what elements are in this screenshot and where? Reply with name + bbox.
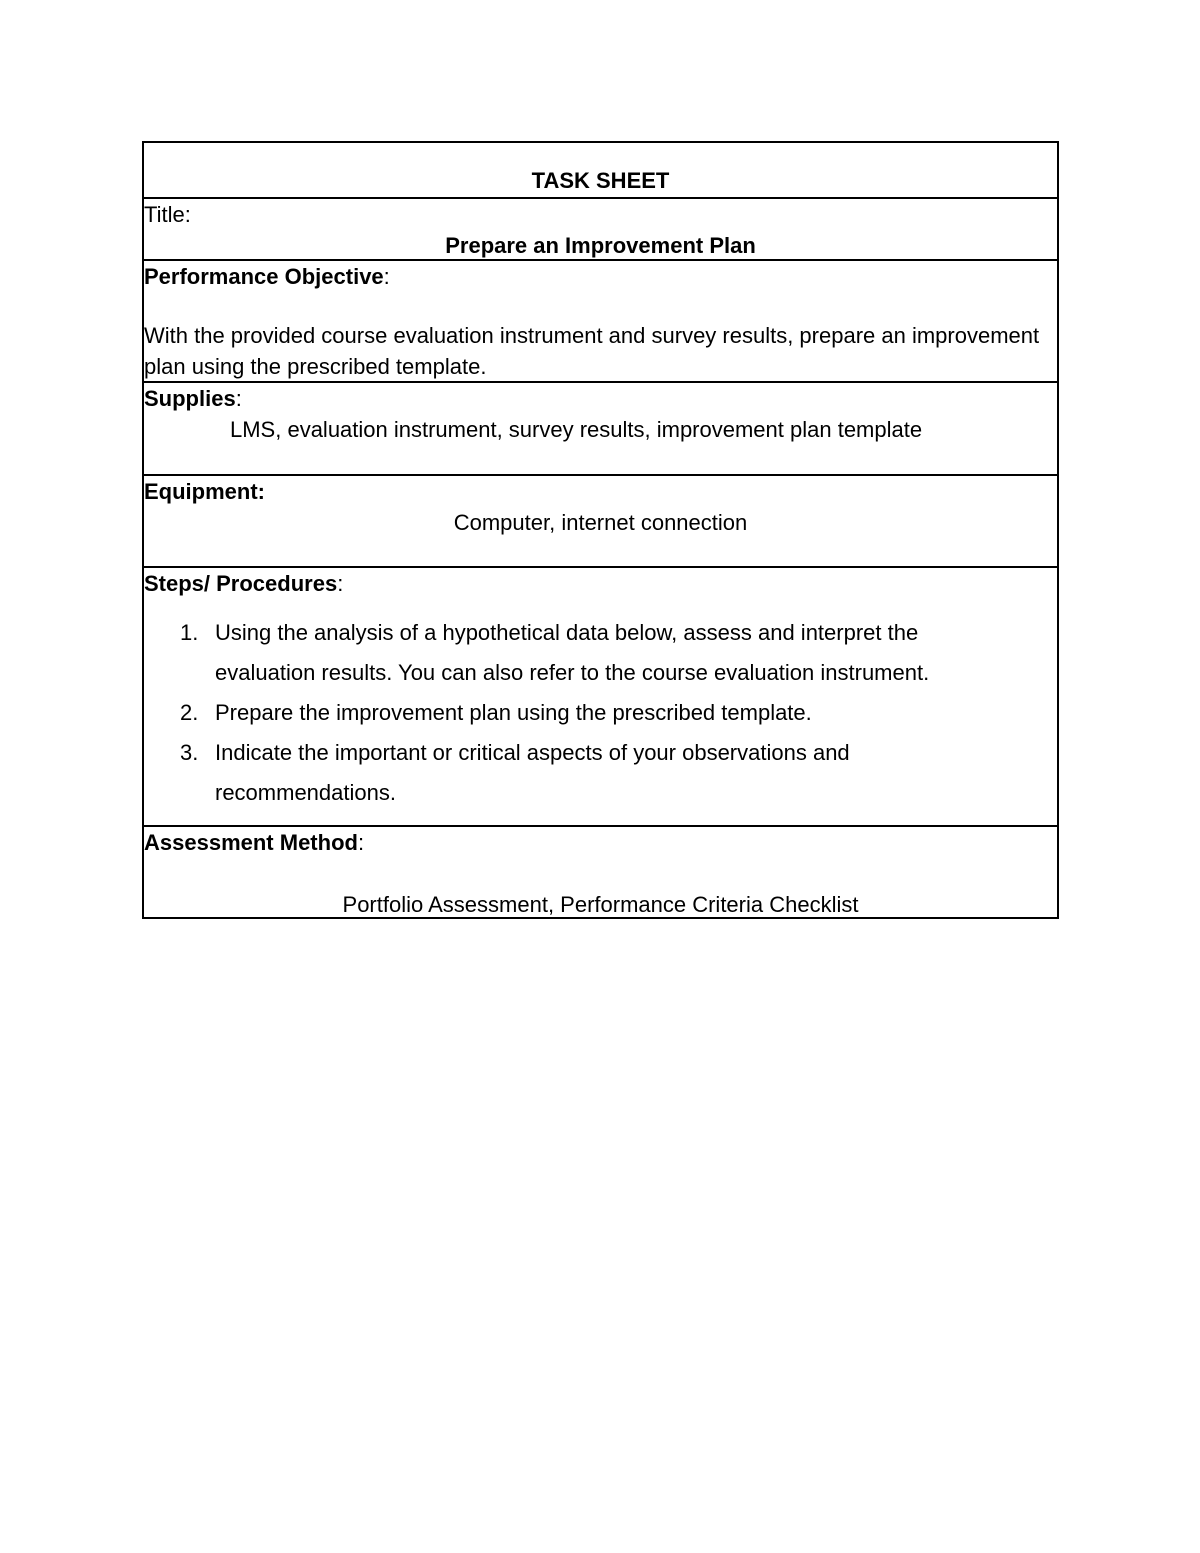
performance-objective-row	[144, 261, 1057, 383]
step-text: Using the analysis of a hypothetical data below, assess and interpret the evaluation results. You can also refer to the course evaluation instrument.	[215, 620, 930, 685]
assessment-label: Assessment Method	[144, 830, 358, 855]
list-item	[180, 613, 1057, 693]
supplies-label: Supplies	[144, 386, 236, 411]
list-item	[180, 733, 1057, 813]
step-text: Prepare the improvement plan using the prescribed template.	[215, 700, 812, 725]
title-row	[144, 199, 1057, 261]
task-sheet-table	[142, 141, 1059, 919]
title-colon: :	[184, 202, 191, 227]
list-item	[180, 693, 1057, 733]
assessment-method-row	[144, 827, 1057, 917]
steps-list	[144, 613, 1057, 813]
title-label-wrap	[144, 199, 1057, 230]
supplies-row	[144, 383, 1057, 476]
equipment-text: Computer, internet connection	[453, 510, 748, 535]
supplies-colon: :	[235, 386, 242, 411]
supplies-text: LMS, evaluation instrument, survey results, improvement plan template	[230, 417, 923, 442]
step-number: 1.	[180, 620, 199, 645]
equipment-row	[144, 476, 1057, 568]
assessment-colon: :	[357, 830, 365, 855]
title-label: Title	[144, 202, 185, 227]
task-sheet-heading-row	[144, 143, 1057, 199]
step-number: 3.	[180, 740, 199, 765]
assessment-label-wrap	[144, 827, 1057, 858]
steps-colon: :	[337, 571, 344, 596]
step-text: Indicate the important or critical aspects of your observations and recommendations.	[215, 740, 850, 805]
steps-procedures-row	[144, 568, 1057, 827]
steps-label-wrap	[144, 568, 1057, 599]
steps-label: Steps/ Procedures	[144, 571, 338, 596]
performance-objective-text: With the provided course evaluation instrument and survey results, prepare an improvement plan using the prescribed template.	[144, 323, 1040, 379]
supplies-label-wrap	[144, 383, 1057, 414]
assessment-text: Portfolio Assessment, Performance Criteria Checklist	[342, 892, 859, 917]
performance-objective-label: Performance Objective	[144, 264, 384, 289]
step-number: 2.	[180, 700, 199, 725]
title-value: Prepare an Improvement Plan	[445, 233, 756, 258]
equipment-label: Equipment:	[144, 479, 265, 504]
task-sheet-heading: TASK SHEET	[531, 168, 670, 193]
performance-objective-label-wrap	[144, 261, 1057, 292]
performance-objective-colon: :	[383, 264, 390, 289]
